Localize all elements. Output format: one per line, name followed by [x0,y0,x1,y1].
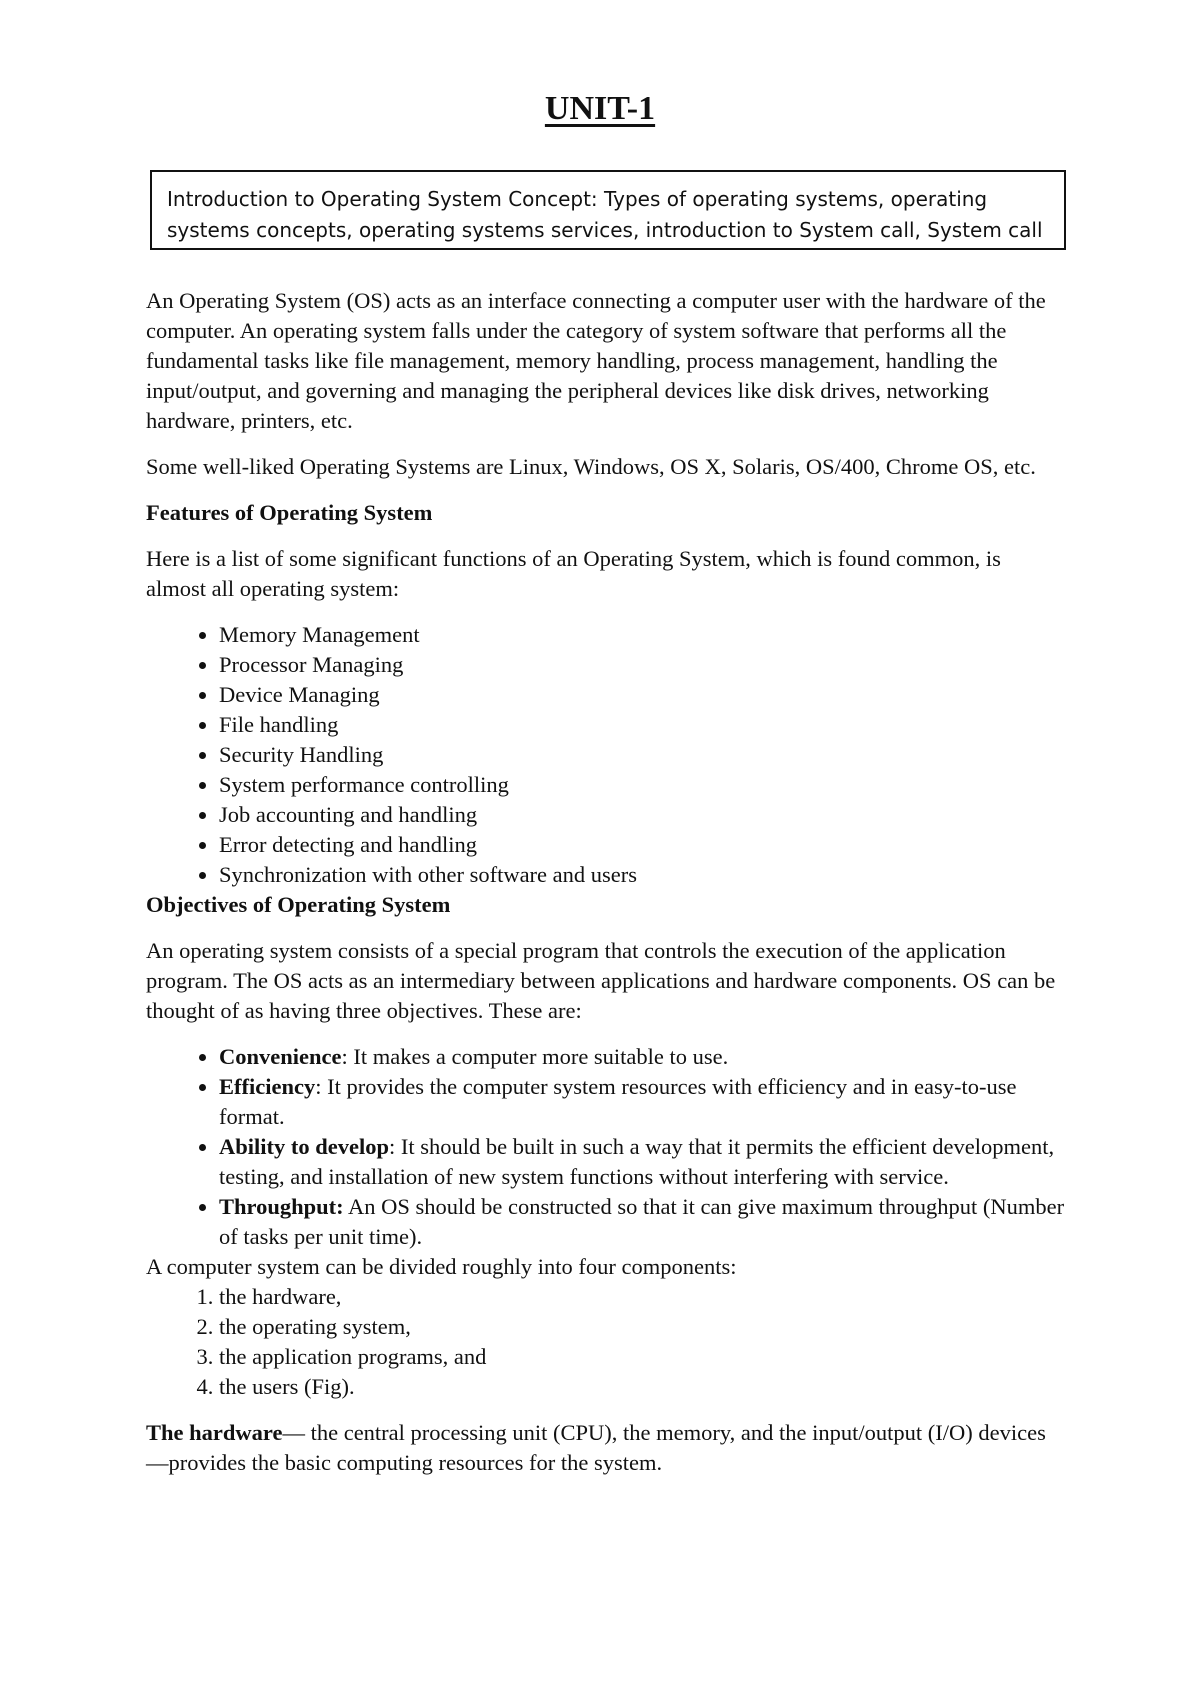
components-intro: A computer system can be divided roughly into four components: [146,1254,737,1279]
list-item [219,1132,1066,1192]
list-item: • Synchronization with other software and users [219,860,1066,890]
components-list [146,1282,1066,1402]
list-item: • System performance controlling [219,770,1066,800]
objective-term: Ability to develop [219,1134,390,1159]
objectives-intro: An operating system consists of a special program that controls the execution of the application program. The OS acts as an intermediary between applications and hardware components. OS can be thought of as having three objectives. These are: [146,938,1056,1023]
features-intro: Here is a list of some significant functions of an Operating System, which is found common, is almost all operating system: [146,546,1001,601]
list-item: • Memory Management [219,620,1066,650]
hardware-term: The hardware [146,1420,283,1445]
list-item [219,1192,1066,1252]
list-item: • Job accounting and handling [219,800,1066,830]
objective-text: It provides the computer system resources with efficiency and in easy-to-use format. [219,1074,1017,1129]
list-item: • Processor Managing [219,650,1066,680]
hardware-paragraph [146,1418,1066,1478]
list-item: • Error detecting and handling [219,830,1066,860]
list-item: 2. the operating system, [219,1312,1066,1342]
hardware-text: — the central processing unit (CPU), the memory, and the input/output (I/O) devices—provides the basic computing resources for the system. [146,1420,1046,1475]
main-content [146,286,1066,1494]
objective-term: Efficiency [219,1074,316,1099]
objectives-heading: Objectives of Operating System [146,892,451,917]
list-item [219,1072,1066,1132]
list-item: • Security Handling [219,740,1066,770]
objectives-list [146,1042,1066,1252]
objective-text: It should be built in such a way that it permits the efficient development, testing, and installation of new system functions without interfering with service. [219,1134,1055,1189]
list-item: 1. the hardware, [219,1282,1066,1312]
objective-sep: : [315,1074,322,1099]
unit-title: UNIT-1 [544,90,656,127]
objective-term: Throughput: [219,1194,344,1219]
objective-sep: : [341,1044,348,1069]
features-heading: Features of Operating System [146,500,433,525]
intro-paragraph: An Operating System (OS) acts as an interface connecting a computer user with the hardware of the computer. An operating system falls under the category of system software that performs all the fundamental tasks like file management, memory handling, process management, handling the input/output, and governing and managing the peripheral devices like disk drives, networking hardware, printers, etc. [146,288,1046,433]
list-item: • File handling [219,710,1066,740]
list-item: • Device Managing [219,680,1066,710]
objective-term: Convenience [219,1044,342,1069]
objective-text: It makes a computer more suitable to use. [347,1044,729,1069]
objective-sep: : [389,1134,396,1159]
examples-paragraph: Some well-liked Operating Systems are Linux, Windows, OS X, Solaris, OS/400, Chrome OS, etc. [146,454,1036,479]
syllabus-box [150,170,1066,250]
objective-text: An OS should be constructed so that it can give maximum throughput (Number of tasks per unit time). [219,1194,1065,1249]
list-item: 3. the application programs, and [219,1342,1066,1372]
list-item [219,1042,1066,1072]
features-list [146,620,1066,890]
page-title [0,88,1200,130]
list-item: 4. the users (Fig). [219,1372,1066,1402]
syllabus-text: Introduction to Operating System Concept: Types of operating systems, operating systems concepts, operating systems services, introduction to System call, System call [167,187,1043,242]
